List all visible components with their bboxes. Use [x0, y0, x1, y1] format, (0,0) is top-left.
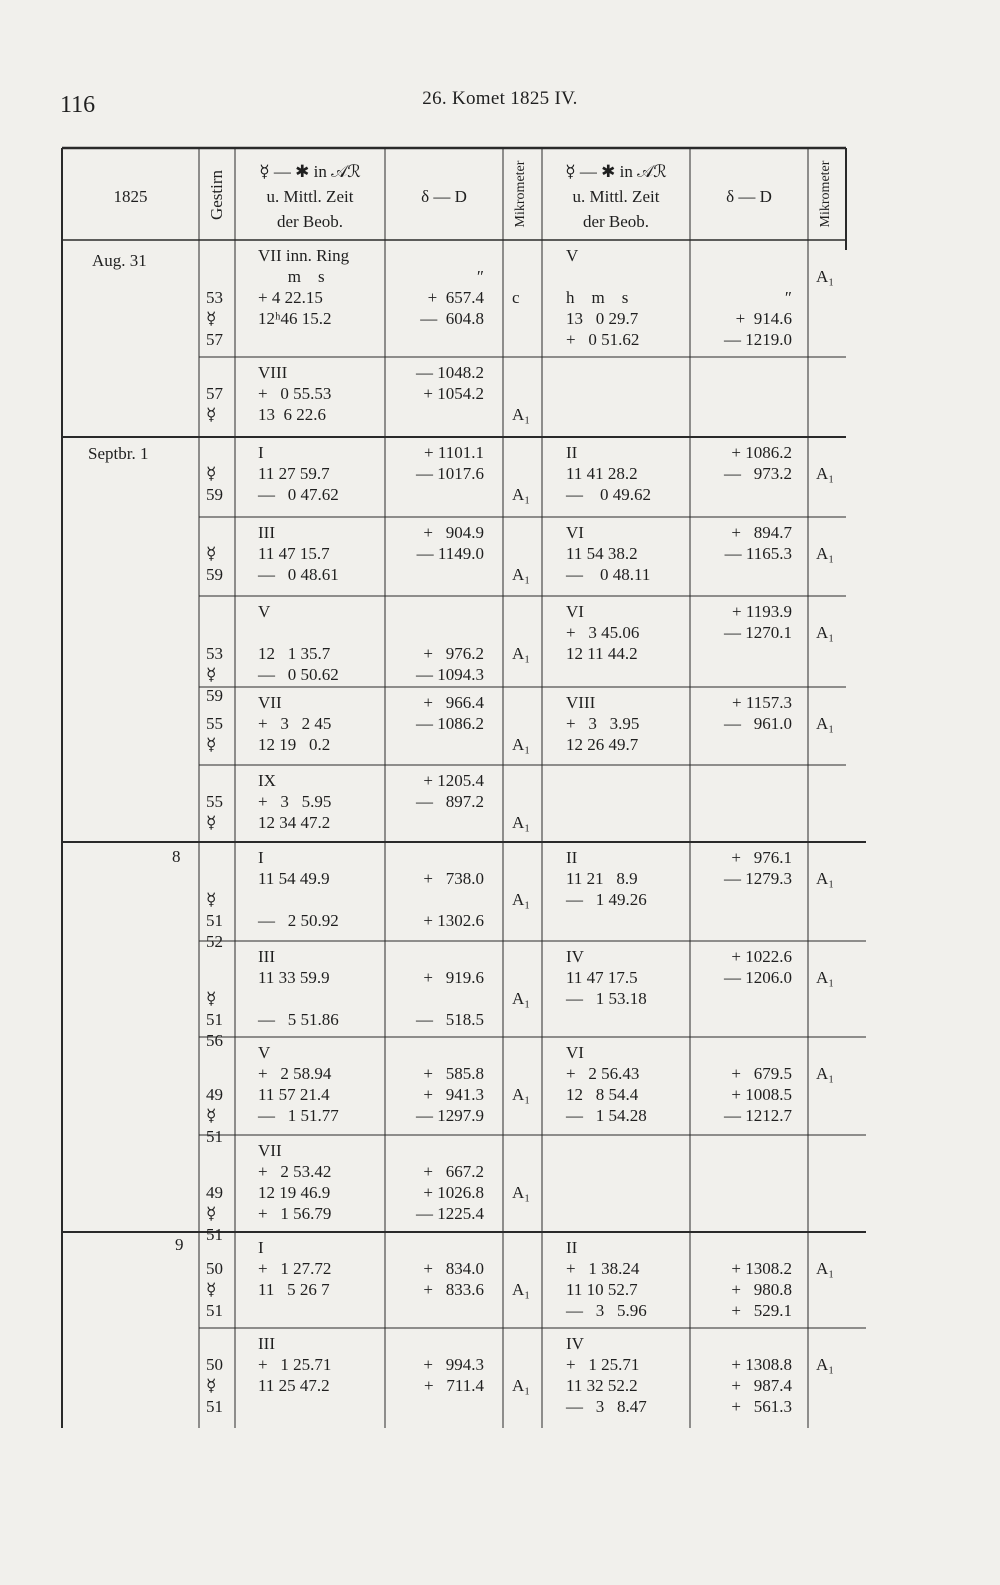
row-right-delta: + 1308.2 + 980.8 + 529.1 — [731, 1259, 792, 1320]
row-right-values: II 11 41 28.2 — 0 49.62 — [566, 443, 651, 504]
row-gestirn: 49 ☿ 51 — [206, 1085, 223, 1146]
row-gestirn: 55 ☿ — [206, 714, 223, 754]
row-left-delta: + 738.0 + 1302.6 — [423, 869, 484, 930]
row-gestirn: ☿ 59 — [206, 544, 223, 584]
row-right-mikrometer: A₁ — [816, 1355, 835, 1374]
row-left-delta: + 904.9 — 1149.0 — [416, 523, 484, 563]
row-right-values: IV + 1 25.71 11 32 52.2 — 3 8.47 — [566, 1334, 647, 1416]
row-right-values: IV 11 47 17.5 — 1 53.18 — [566, 947, 647, 1008]
row-right-values: II 11 21 8.9 — 1 49.26 — [566, 848, 647, 909]
row-left-values: I 11 27 59.7 — 0 47.62 — [258, 443, 339, 504]
row-left-delta: + 919.6 — 518.5 — [416, 968, 484, 1029]
row-right-delta: + 1308.8 + 987.4 + 561.3 — [731, 1355, 792, 1416]
header-right-l2: u. Mittl. Zeit — [572, 187, 660, 206]
row-right-delta: ″ + 914.6 — 1219.0 — [724, 288, 792, 349]
row-right-mikrometer: A₁ — [816, 623, 835, 642]
row-right-mikrometer: A₁ — [816, 267, 835, 286]
row-gestirn: 55 ☿ — [206, 792, 223, 832]
row-right-mikrometer: A₁ — [816, 544, 835, 563]
row-left-mikrometer: A₁ — [512, 1376, 531, 1395]
row-right-delta: + 1022.6 — 1206.0 — [724, 947, 792, 987]
row-left-delta: + 1101.1 — 1017.6 — [416, 443, 484, 483]
row-left-delta: + 667.2 + 1026.8 — 1225.4 — [416, 1162, 484, 1223]
row-left-mikrometer: A₁ — [512, 565, 531, 584]
row-left-values: VII + 2 53.42 12 19 46.9 + 1 56.79 — [258, 1141, 332, 1223]
row-right-mikrometer: A₁ — [816, 869, 835, 888]
row-left-mikrometer: A₁ — [512, 405, 531, 424]
row-left-values: III + 1 25.71 11 25 47.2 — [258, 1334, 332, 1395]
row-gestirn: 53 ☿ 57 — [206, 288, 223, 349]
row-left-delta: + 976.2 — 1094.3 — [416, 644, 484, 684]
day-sep-8: 8 — [172, 847, 181, 866]
row-left-mikrometer: A₁ — [512, 735, 531, 754]
header-left-l3: der Beob. — [276, 212, 344, 231]
header-gestirn: Gestirn — [207, 169, 226, 221]
row-left-delta: + 994.3 + 711.4 — [423, 1355, 484, 1395]
row-left-values: V 12 1 35.7 — 0 50.62 — [258, 602, 339, 684]
row-right-mikrometer: A₁ — [816, 464, 835, 483]
row-left-values: III 11 33 59.9 — 5 51.86 — [258, 947, 339, 1029]
row-right-values: VI 11 54 38.2 — 0 48.11 — [566, 523, 651, 584]
header-right-l3: der Beob. — [582, 212, 650, 231]
row-gestirn: ☿ 51 52 — [206, 890, 223, 951]
row-right-delta: + 894.7 — 1165.3 — [724, 523, 792, 563]
row-gestirn: 50 ☿ 51 — [206, 1355, 223, 1416]
row-left-values: I + 1 27.72 11 5 26 7 — [258, 1238, 332, 1299]
row-right-mikrometer: A₁ — [816, 1064, 835, 1083]
row-gestirn: 53 ☿ 59 — [206, 644, 223, 705]
header-year: 1825 — [113, 187, 148, 206]
row-right-values: VI + 2 56.43 12 8 54.4 — 1 54.28 — [566, 1043, 647, 1125]
day-sep-1: Septbr. 1 — [88, 444, 149, 463]
row-left-mikrometer: A₁ — [512, 890, 531, 909]
row-right-values: VI + 3 45.06 12 11 44.2 — [566, 602, 640, 663]
row-left-mikrometer: A₁ — [512, 989, 531, 1008]
row-left-mikrometer: A₁ — [512, 644, 531, 663]
header-right-l1: ☿ — ✱ in 𝒜ℛ — [565, 162, 667, 181]
row-left-mikrometer: A₁ — [512, 1085, 531, 1104]
header-left-l2: u. Mittl. Zeit — [266, 187, 354, 206]
row-right-mikrometer: A₁ — [816, 1259, 835, 1278]
row-left-delta: ″ + 657.4 — 604.8 — [420, 267, 484, 328]
row-right-values: VIII + 3 3.95 12 26 49.7 — [566, 693, 640, 754]
row-gestirn: 57 ☿ — [206, 384, 223, 424]
row-left-mikrometer: A₁ — [512, 485, 531, 504]
row-gestirn: ☿ 59 — [206, 464, 223, 504]
row-right-delta: + 1193.9 — 1270.1 — [724, 602, 792, 642]
header-mikrometer-left: Mikrometer — [513, 160, 528, 228]
header-delta-left: δ — D — [421, 187, 467, 206]
row-right-mikrometer: A₁ — [816, 714, 835, 733]
row-left-delta: — 1048.2 + 1054.2 — [416, 363, 484, 403]
row-left-values: III 11 47 15.7 — 0 48.61 — [258, 523, 339, 584]
row-left-mikrometer: A₁ — [512, 813, 531, 832]
row-left-values: VII + 3 2 45 12 19 0.2 — [258, 693, 332, 754]
row-left-delta: + 966.4 — 1086.2 — [416, 693, 484, 733]
page-number: 116 — [60, 92, 96, 118]
row-left-mikrometer: A₁ — [512, 1183, 531, 1202]
row-left-values: VII inn. Ring m s + 4 22.15 12ʰ46 15.2 — [258, 246, 350, 328]
header-mikrometer-right: Mikrometer — [818, 160, 833, 228]
row-right-delta: + 679.5 + 1008.5 — 1212.7 — [724, 1064, 792, 1125]
day-sep-9: 9 — [175, 1235, 184, 1254]
row-right-values: V h m s 13 0 29.7 + 0 51.62 — [566, 246, 640, 349]
row-gestirn: 49 ☿ 51 — [206, 1183, 223, 1244]
row-right-delta: + 976.1 — 1279.3 — [724, 848, 792, 888]
row-right-delta: + 1086.2 — 973.2 — [724, 443, 792, 483]
row-left-values: VIII + 0 55.53 13 6 22.6 — [258, 363, 332, 424]
header-delta-right: δ — D — [726, 187, 772, 206]
row-right-delta: + 1157.3 — 961.0 — [724, 693, 792, 733]
day-aug-31: Aug. 31 — [92, 251, 147, 270]
row-left-delta: + 1205.4 — 897.2 — [416, 771, 484, 811]
row-left-values: I 11 54 49.9 — 2 50.92 — [258, 848, 339, 930]
row-left-values: V + 2 58.94 11 57 21.4 — 1 51.77 — [258, 1043, 339, 1125]
row-right-values: II + 1 38.24 11 10 52.7 — 3 5.96 — [566, 1238, 647, 1320]
row-left-delta: + 834.0 + 833.6 — [423, 1259, 484, 1299]
row-gestirn: ☿ 51 56 — [206, 989, 223, 1050]
row-left-values: IX + 3 5.95 12 34 47.2 — [258, 771, 332, 832]
row-left-delta: + 585.8 + 941.3 — 1297.9 — [416, 1064, 484, 1125]
row-left-mikrometer: A₁ — [512, 1280, 531, 1299]
row-gestirn: 50 ☿ 51 — [206, 1259, 223, 1320]
header-left-l1: ☿ — ✱ in 𝒜ℛ — [259, 162, 361, 181]
row-right-mikrometer: A₁ — [816, 968, 835, 987]
row-left-mikrometer: c — [512, 288, 520, 307]
running-head: 26. Komet 1825 IV. — [422, 88, 578, 109]
